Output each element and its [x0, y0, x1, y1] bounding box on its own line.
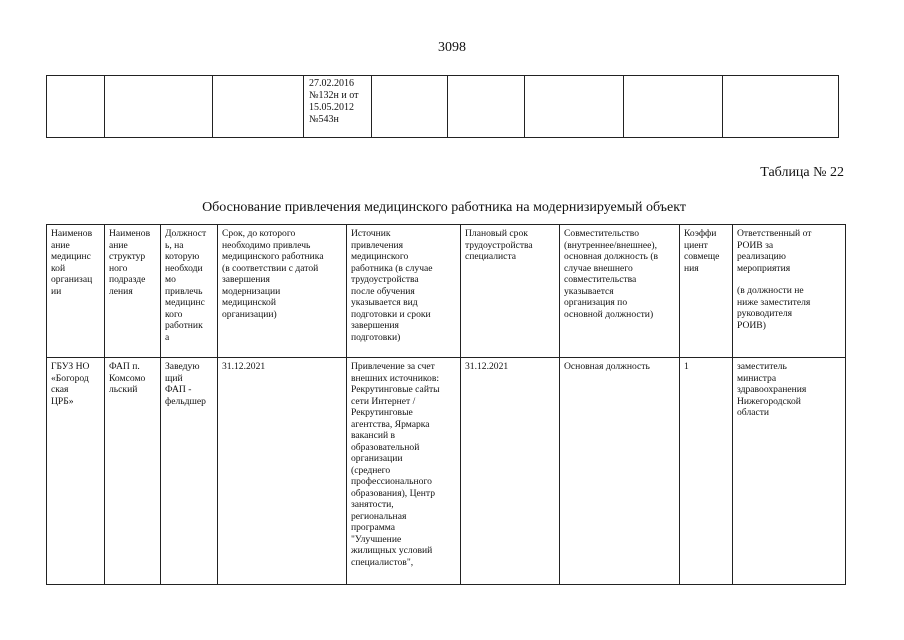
table-cell: Заведую щий ФАП - фельдшер — [161, 358, 218, 585]
table-row — [47, 358, 846, 585]
column-header: Плановый срок трудоустройства специалиста — [461, 225, 560, 358]
table-cell — [448, 76, 525, 138]
column-header: Наименов ание структур ного подразде ления — [105, 225, 161, 358]
column-header: Наименов ание медицинс кой организац ии — [47, 225, 105, 358]
table-cell: 31.12.2021 — [218, 358, 347, 585]
column-header: Коэффи циент совмеще ния — [680, 225, 733, 358]
table-title: Обоснование привлечения медицинского работника на модернизируемый объект — [202, 200, 686, 215]
table-cell: Привлечение за счет внешних источников: Рекрутинговые сайты сети Интернет / Рекрутинговые агентства, Ярмарка вакансий в образовательной организации (среднего профессионального образования), Центр занятости, региональная программа "Улучшение жилищных условий специалистов", — [347, 358, 461, 585]
table-cell: 31.12.2021 — [461, 358, 560, 585]
header-note: (в должности не ниже заместителя руководителя РОИВ) — [737, 285, 811, 331]
table-cell: ГБУЗ НО «Богород ская ЦРБ» — [47, 358, 105, 585]
table-cell: ФАП п. Комсомо льский — [105, 358, 161, 585]
column-header — [733, 225, 846, 358]
table-number: Таблица № 22 — [760, 165, 844, 180]
table-header-row — [47, 225, 846, 358]
column-header: Совместительство (внутреннее/внешнее), основная должность (в случае внешнего совместительства указывается организация по основной должности) — [560, 225, 680, 358]
table-cell — [624, 76, 723, 138]
continued-table — [46, 75, 839, 138]
table-cell — [525, 76, 624, 138]
table-cell — [723, 76, 839, 138]
table-cell: Основная должность — [560, 358, 680, 585]
justification-table — [46, 224, 846, 585]
table-cell: 1 — [680, 358, 733, 585]
column-header: Должност ь, на которую необходи мо привлечь медицинс кого работник а — [161, 225, 218, 358]
table-cell — [47, 76, 105, 138]
header-text: Ответственный от РОИВ за реализацию мероприятия — [737, 228, 812, 274]
column-header: Срок, до которого необходимо привлечь медицинского работника (в соответствии с датой завершения модернизации медицинской организации) — [218, 225, 347, 358]
page-number: 3098 — [438, 40, 466, 55]
table-cell — [105, 76, 213, 138]
table-cell — [372, 76, 448, 138]
table-cell — [213, 76, 304, 138]
table-row — [47, 76, 839, 138]
table-cell: 27.02.2016 №132н и от 15.05.2012 №543н — [304, 76, 372, 138]
column-header: Источник привлечения медицинского работника (в случае трудоустройства после обучения указывается вид подготовки и сроки завершения подготовки) — [347, 225, 461, 358]
table-cell: заместитель министра здравоохранения Нижегородской области — [733, 358, 846, 585]
